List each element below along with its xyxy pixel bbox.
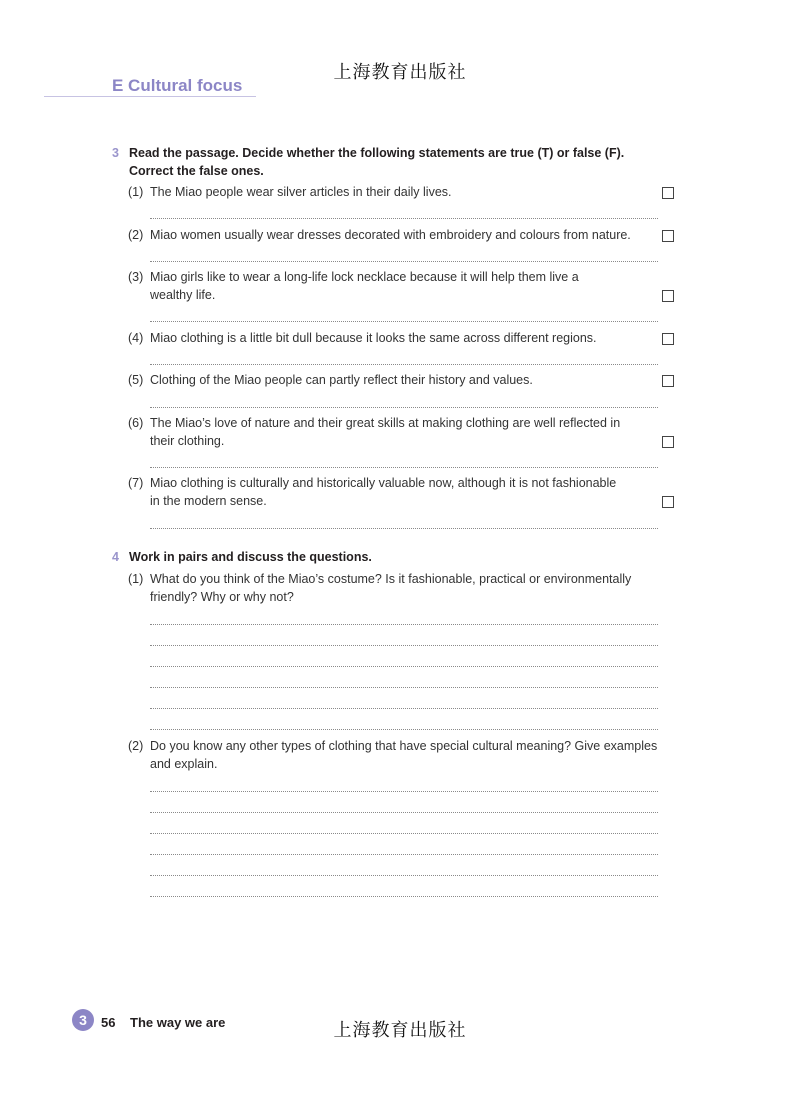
question-1-answer-line[interactable] xyxy=(150,687,658,688)
question-1-number: (1) xyxy=(128,572,144,586)
question-2-answer-line[interactable] xyxy=(150,854,658,855)
question-2-answer-line[interactable] xyxy=(150,833,658,834)
statement-7-checkbox[interactable] xyxy=(662,496,674,508)
statement-5-number: (5) xyxy=(128,373,144,387)
exercise-4-number: 4 xyxy=(112,550,119,564)
statement-3-answer-line[interactable] xyxy=(150,321,658,322)
question-1-text-line-1: What do you think of the Miao’s costume? Is it fashionable, practical or environmentally xyxy=(150,572,632,586)
question-2-text-line-2: and explain. xyxy=(150,757,218,771)
unit-number-badge: 3 xyxy=(72,1009,94,1031)
statement-4-text: Miao clothing is a little bit dull because it looks the same across different regions. xyxy=(150,331,597,345)
question-2-answer-line[interactable] xyxy=(150,812,658,813)
page-number: 56 xyxy=(101,1015,116,1030)
exercise-4-instruction: Work in pairs and discuss the questions. xyxy=(129,550,372,564)
statement-4-checkbox[interactable] xyxy=(662,333,674,345)
question-2-answer-line[interactable] xyxy=(150,791,658,792)
statement-3-checkbox[interactable] xyxy=(662,290,674,302)
watermark-top: 上海教育出版社 xyxy=(333,62,467,83)
statement-2-number: (2) xyxy=(128,228,144,242)
statement-1-checkbox[interactable] xyxy=(662,187,674,199)
statement-2-checkbox[interactable] xyxy=(662,230,674,242)
statement-5-checkbox[interactable] xyxy=(662,375,674,387)
question-1-text-line-2: friendly? Why or why not? xyxy=(150,590,294,604)
question-2-answer-line[interactable] xyxy=(150,896,658,897)
exercise-3-number: 3 xyxy=(112,146,119,160)
statement-7-number: (7) xyxy=(128,476,144,490)
statement-7-answer-line[interactable] xyxy=(150,528,658,529)
section-divider xyxy=(44,96,256,97)
question-1-answer-line[interactable] xyxy=(150,624,658,625)
question-1-answer-line[interactable] xyxy=(150,708,658,709)
exercise-3-instruction-line-2: Correct the false ones. xyxy=(129,164,264,178)
section-title: E Cultural focus xyxy=(112,76,243,95)
statement-2-text: Miao women usually wear dresses decorated with embroidery and colours from nature. xyxy=(150,228,631,242)
question-1-answer-line[interactable] xyxy=(150,645,658,646)
question-1-answer-line[interactable] xyxy=(150,729,658,730)
statement-6-checkbox[interactable] xyxy=(662,436,674,448)
exercise-3-instruction-line-1: Read the passage. Decide whether the following statements are true (T) or false (F). xyxy=(129,146,625,160)
statement-6-text-line-1: The Miao’s love of nature and their great skills at making clothing are well reflected in xyxy=(150,416,621,430)
statement-6-answer-line[interactable] xyxy=(150,467,658,468)
statement-7-text-line-1: Miao clothing is culturally and historically valuable now, although it is not fashionable xyxy=(150,476,617,490)
question-1-answer-line[interactable] xyxy=(150,666,658,667)
statement-4-answer-line[interactable] xyxy=(150,364,658,365)
statement-1-answer-line[interactable] xyxy=(150,218,658,219)
statement-6-text-line-2: their clothing. xyxy=(150,434,225,448)
statement-6-number: (6) xyxy=(128,416,144,430)
statement-7-text-line-2: in the modern sense. xyxy=(150,494,267,508)
question-2-text-line-1: Do you know any other types of clothing that have special cultural meaning? Give examples xyxy=(150,739,658,753)
statement-4-number: (4) xyxy=(128,331,144,345)
statement-1-text: The Miao people wear silver articles in their daily lives. xyxy=(150,185,452,199)
statement-1-number: (1) xyxy=(128,185,144,199)
statement-2-answer-line[interactable] xyxy=(150,261,658,262)
statement-5-text: Clothing of the Miao people can partly reflect their history and values. xyxy=(150,373,533,387)
statement-3-text-line-2: wealthy life. xyxy=(150,288,216,302)
question-2-number: (2) xyxy=(128,739,144,753)
unit-title: The way we are xyxy=(130,1015,226,1030)
watermark-bottom: 上海教育出版社 xyxy=(333,1020,467,1041)
statement-3-text-line-1: Miao girls like to wear a long-life lock necklace because it will help them live a xyxy=(150,270,579,284)
statement-5-answer-line[interactable] xyxy=(150,407,658,408)
statement-3-number: (3) xyxy=(128,270,144,284)
question-2-answer-line[interactable] xyxy=(150,875,658,876)
